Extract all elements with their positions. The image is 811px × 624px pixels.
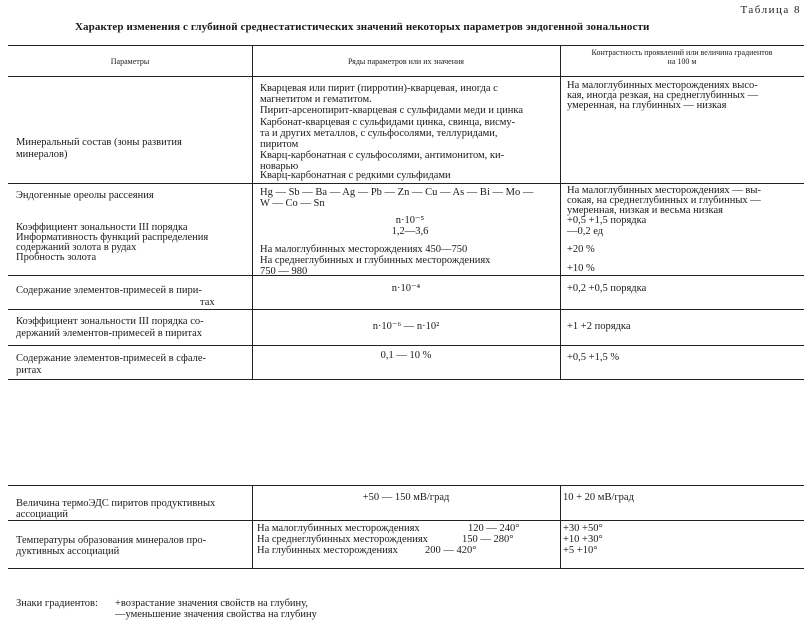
header-values: Ряды параметров или их значения [348,57,464,66]
rule-row3 [8,309,804,310]
pyrite-contrast: +0,2 +0,5 порядка [567,283,647,294]
mineral-value-7: новарью [260,161,299,172]
param-thermo-l1: Величина термоЭДС пиритов продуктивных [16,498,216,509]
temp-range-0: 120 — 240° [468,523,520,534]
thermo-value: +50 — 150 мВ/град [362,492,450,503]
aureoles-contrast-1: сокая, на среднеглубинных и глубинных — [567,195,761,206]
sphalerite-contrast: +0,5 +1,5 % [567,352,620,363]
aureoles-value-1: W — Co — Sn [260,198,325,209]
param-zonality-l1: Коэффициент зональности III порядка со- [16,316,204,327]
table-title: Характер изменения с глубиной среднестатистических значений некоторых параметров эндогенной зональности [75,21,650,33]
param-thermo-l2: ассоциаций [16,509,68,520]
rule-row5 [8,379,804,380]
rule-row7 [8,520,804,521]
rule-header-bottom [8,76,804,77]
temp-label-1: На среднеглубинных месторождениях [257,534,428,545]
param-aureoles-0: Эндогенные ореолы рассеяния [16,190,154,201]
aureoles-contrast-6: +10 % [567,263,595,274]
mineral-contrast-2: умеренная, на глубинных — низкая [567,100,727,111]
aureoles-value-4: На малоглубинных месторождениях 450—750 [260,244,468,255]
aureoles-contrast-4: —0,2 ед [567,226,604,237]
aureoles-contrast-3: +0,5 +1,5 порядка [567,215,647,226]
param-aureoles-4: Пробность золота [16,252,97,263]
temp-label-2: На глубинных месторождениях [257,545,398,556]
header-parameters: Параметры [110,57,150,66]
param-zonality-l2: держаний элементов-примесей в пиритах [16,328,203,339]
param-temp-l2: дуктивных ассоциаций [16,546,120,557]
col-divider-2-bottom [560,485,561,569]
aureoles-contrast-0: На малоглубинных месторождениях — вы- [567,185,761,196]
footnote-plus: +возрастание значения свойств на глубину, [115,598,308,609]
rule-row4 [8,345,804,346]
aureoles-value-6: 750 — 980 [260,266,308,277]
param-pyrite-l2: тах [200,297,215,308]
temp-contrast-0: +30 +50° [563,523,603,534]
rule-top [8,45,804,46]
mineral-value-2: Пирит-арсенопирит-кварцевая с сульфидами меди и цинка [260,105,524,116]
pyrite-value: n·10⁻⁴ [391,283,421,294]
header-contrast-l1: Контрастность проявлений или величина градиентов [591,48,773,57]
mineral-value-1: магнетитом и гематитом. [260,94,372,105]
mineral-value-3: Карбонат-кварцевая с сульфидами цинка, свинца, висму- [260,117,516,128]
param-mineral-l1: Минеральный состав (зоны развития [16,137,182,148]
aureoles-value-0: Hg — Sb — Ba — Ag — Pb — Zn — Cu — As — Bi — Mo — [260,187,534,198]
temp-contrast-1: +10 +30° [563,534,603,545]
param-aureoles-1: Коэффициент зональности III порядка [16,222,188,233]
rule-bottom [8,568,804,569]
param-sphalerite-l2: ритах [16,365,42,376]
temp-label-0: На малоглубинных месторождениях [257,523,420,534]
footnote-minus: —уменьшение значения свойства на глубину [115,609,317,620]
param-mineral-l2: минералов) [16,149,68,160]
col-divider-2-top [560,45,561,380]
aureoles-value-3: 1,2—3,6 [391,226,429,237]
param-pyrite-l1: Содержание элементов-примесей в пири- [16,285,202,296]
mineral-value-4: та и других металлов, с сульфосолями, теллуридами, [260,128,498,139]
header-contrast-l2: на 100 м [667,57,697,66]
mineral-contrast-0: На малоглубинных месторождениях высо- [567,80,758,91]
mineral-value-0: Кварцевая или пирит (пирротин)-кварцевая, иногда с [260,83,498,94]
param-temp-l1: Температуры образования минералов про- [16,535,207,546]
thermo-contrast: 10 + 20 мВ/град [563,492,634,503]
rule-row1 [8,183,804,184]
aureoles-contrast-5: +20 % [567,244,595,255]
table-number: Таблица 8 [740,4,801,16]
aureoles-value-5: На среднеглубинных и глубинных месторождениях [260,255,491,266]
aureoles-contrast-2: умеренная, низкая и весьма низкая [567,205,723,216]
sphalerite-value: 0,1 — 10 % [380,350,432,361]
aureoles-value-2: n·10⁻⁵ [395,215,425,226]
param-sphalerite-l1: Содержание элементов-примесей в сфале- [16,353,207,364]
temp-range-2: 200 — 420° [425,545,477,556]
mineral-value-6: Кварц-карбонатная с сульфосолями, антимонитом, ки- [260,150,505,161]
mineral-contrast-1: кая, иногда резкая, на среднеглубинных — [567,90,759,101]
mineral-value-8: Кварц-карбонатная с редкими сульфидами [260,170,451,181]
temp-range-1: 150 — 280° [462,534,514,545]
param-aureoles-3: содержаний золота в рудах [16,242,137,253]
zonality-value: n·10⁻⁶ — n·10² [372,321,440,332]
rule-row6-top [8,485,804,486]
param-aureoles-2: Информативность функций распределения [16,232,209,243]
footnote-label: Знаки градиентов: [16,598,98,609]
rule-row2 [8,275,804,276]
temp-contrast-2: +5 +10° [563,545,598,556]
mineral-value-5: пиритом [260,139,299,150]
zonality-contrast: +1 +2 порядка [567,321,631,332]
